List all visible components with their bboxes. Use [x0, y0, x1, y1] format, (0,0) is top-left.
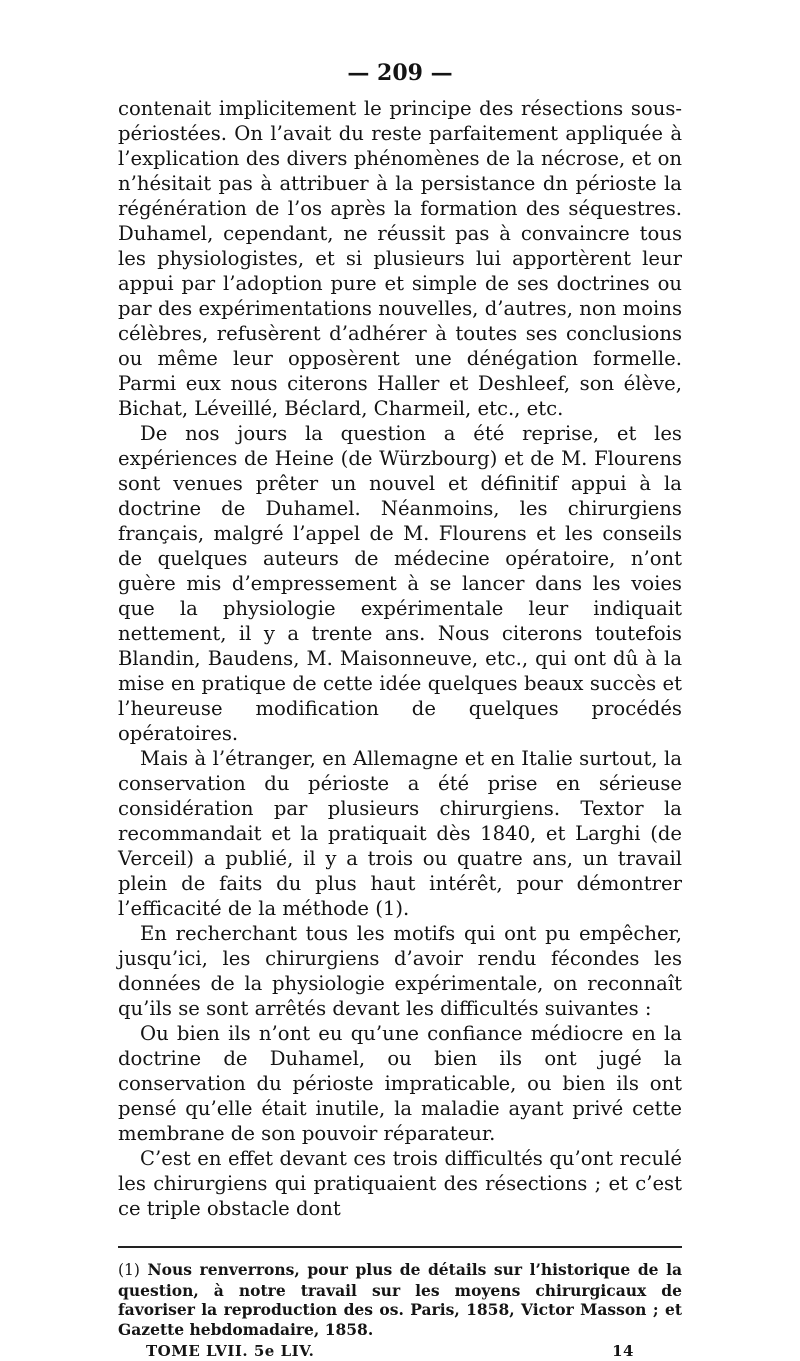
- document-page: [118, 58, 682, 1361]
- paragraph: [118, 746, 682, 921]
- volume-signature: TOME LVII. 5e LIV.: [146, 1342, 315, 1360]
- page-number: — 209 —: [347, 60, 453, 86]
- paragraph: C’est en effet devant ces trois difficultés qu’ont reculé les chirurgiens qui pratiquaient des résections ; et c’est ce triple obstacle dont: [118, 1147, 682, 1220]
- footnote-marker: (1): [118, 1261, 140, 1279]
- footnote: [118, 1260, 682, 1339]
- paragraph: En recherchant tous les motifs qui ont pu empêcher, jusqu’ici, les chirurgiens d’avoir rendu fécondes les données de la physiologie expérimentale, on reconnaît qu’ils se sont arrêtés devant les difficultés suivantes :: [118, 922, 682, 1020]
- paragraph: Ou bien ils n’ont eu qu’une confiance médiocre en la doctrine de Duhamel, ou bien ils ont jugé la conservation du périoste impraticable, ou bien ils ont pensé qu’elle était inutile, la maladie ayant privé cette membrane de son pouvoir réparateur.: [118, 1022, 682, 1145]
- footnote-reference: (1).: [375, 897, 410, 920]
- body-text: [118, 96, 682, 1221]
- signature-line: [118, 1341, 682, 1361]
- paragraph-text: Mais à l’étranger, en Allemagne et en Italie surtout, la conservation du périoste a été prise en sérieuse considération par plusieurs chirurgiens. Textor la recommandait et la pratiquait dès 1840, et Larghi (de Verceil) a publié, il y a trois ou quatre ans, un travail plein de faits du plus haut intérêt, pour démontrer l’efficacité de la méthode: [118, 747, 682, 920]
- footnote-text: Nous renverrons, pour plus de détails sur l’historique de la question, à notre travail sur les moyens chirurgicaux de favoriser la reproduction des os. Paris, 1858, Victor Masson ; et Gazette hebdomadaire, 1858.: [118, 1260, 682, 1339]
- paragraph: De nos jours la question a été reprise, et les expériences de Heine (de Würzbourg) et de M. Flourens sont venues prêter un nouvel et définitif appui à la doctrine de Duhamel. Néanmoins, les chirurgiens français, malgré l’appel de M. Flourens et les conseils de quelques auteurs de médecine opératoire, n’ont guère mis d’empressement à se lancer dans les voies que la physiologie expérimentale leur indiquait nettement, il y a trente ans. Nous citerons toutefois Blandin, Baudens, M. Maisonneuve, etc., qui ont dû à la mise en pratique de cette idée quelques beaux succès et l’heureuse modification de quelques procédés opératoires.: [118, 422, 682, 745]
- paragraph: contenait implicitement le principe des résections sous-périostées. On l’avait du reste parfaitement appliquée à l’explication des divers phénomènes de la nécrose, et on n’hésitait pas à attribuer à la persistance dn périoste la régénération de l’os après la formation des séquestres. Duhamel, cependant, ne réussit pas à convaincre tous les physiologistes, et si plusieurs lui apportèrent leur appui par l’adoption pure et simple de ses doctrines ou par des expérimentations nouvelles, d’autres, non moins célèbres, refusèrent d’adhérer à toutes ses conclusions ou même leur opposèrent une dénégation formelle. Parmi eux nous citerons Haller et Deshleef, son élève, Bichat, Léveillé, Béclard, Charmeil, etc., etc.: [118, 97, 682, 420]
- sheet-number: 14: [612, 1342, 634, 1360]
- footnote-divider: [118, 1246, 682, 1248]
